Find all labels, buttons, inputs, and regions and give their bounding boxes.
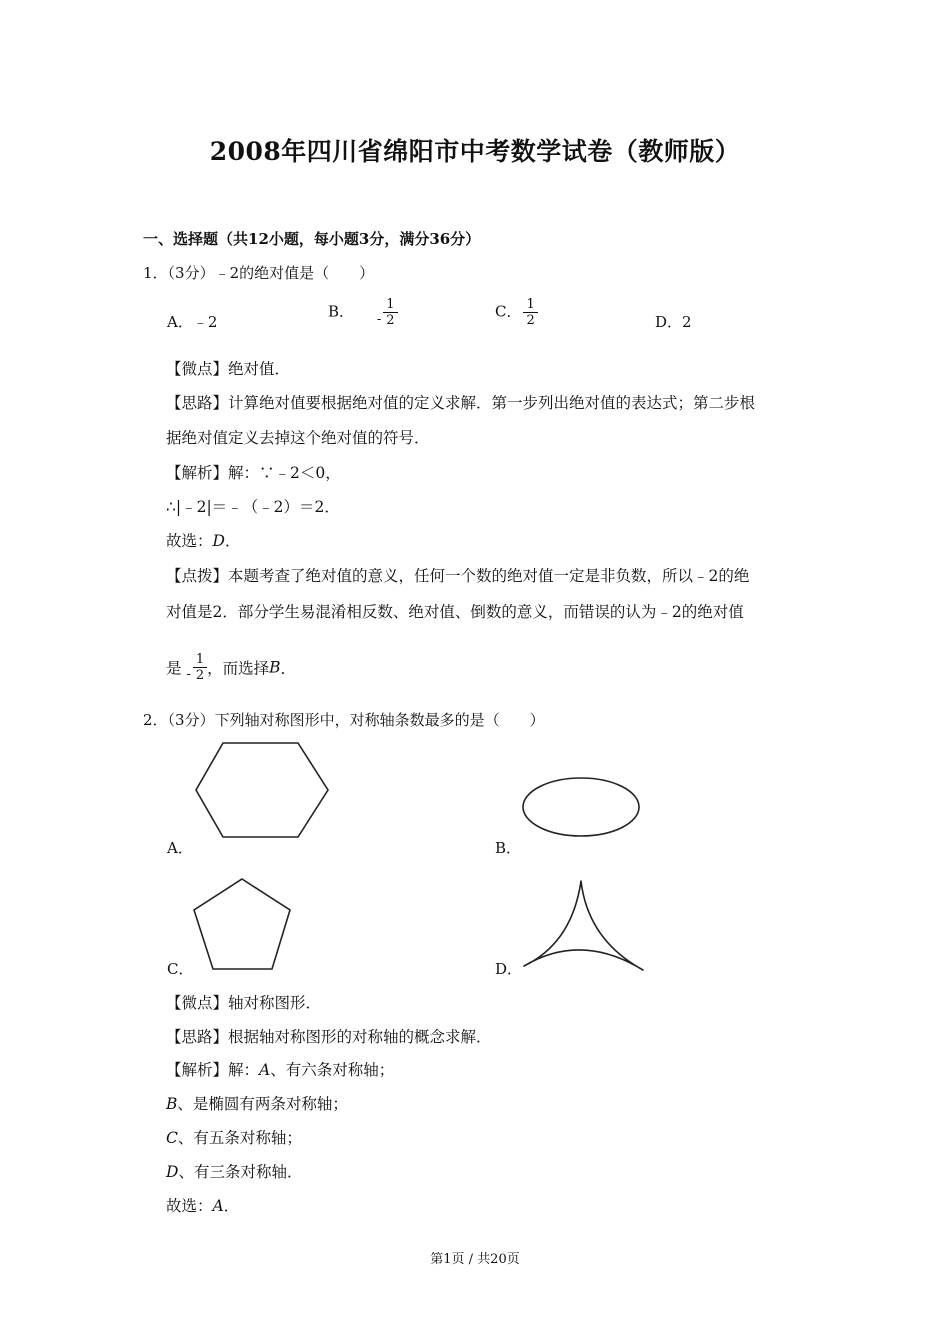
q2-option-b-label: B． (495, 839, 522, 857)
q2-stem: 2．（3分）下列轴对称图形中，对称轴条数最多的是（ ） (143, 711, 545, 729)
q1-jiexi-line2: ∴|﹣2|＝﹣（﹣2）＝2． (166, 498, 340, 516)
curved-triangle-figure (520, 878, 648, 976)
q2-option-a-label: A． (167, 839, 193, 857)
q2-weidian: 【微点】轴对称图形． (166, 994, 322, 1012)
q1-silu-line1: 【思路】计算绝对值要根据绝对值的定义求解．第一步列出绝对值的表达式；第二步根 (166, 394, 756, 412)
q2-option-d-label: D． (495, 960, 523, 978)
q2-line-d: D、有三条对称轴． (166, 1163, 303, 1181)
q1-jiexi-line1: 【解析】解：∵﹣2＜0， (166, 464, 341, 482)
page-title: 2008年四川省绵阳市中考数学试卷（教师版） (209, 137, 741, 166)
q1-dianbo-line2: 对值是2．部分学生易混淆相反数、绝对值、倒数的意义，而错误的认为﹣2的绝对值 (166, 603, 744, 621)
ellipse-figure (520, 775, 645, 840)
q1-dianbo-line1: 【点拨】本题考查了绝对值的意义，任何一个数的绝对值一定是非负数，所以﹣2的绝 (166, 567, 750, 585)
section-heading: 一、选择题（共12小题，每小题3分，满分36分） (143, 230, 481, 248)
q1-option-d: D．2 (655, 313, 692, 331)
q2-answer: 故选：A． (166, 1197, 240, 1215)
q2-silu: 【思路】根据轴对称图形的对称轴的概念求解． (166, 1028, 492, 1046)
q2-line-b: B、是椭圆有两条对称轴； (166, 1095, 348, 1113)
q1-weidian: 【微点】绝对值． (166, 360, 291, 378)
q1-option-c: C． $\frac{1}{2}$ (495, 297, 538, 328)
pentagon-figure (190, 875, 295, 975)
q2-option-c-label: C． (167, 960, 194, 978)
q1-answer: 故选：D． (166, 532, 241, 550)
fraction: $\frac{1}{2}$ (523, 297, 537, 328)
q1-option-a: A．﹣2 (167, 313, 218, 331)
q1-dianbo-line3: 是 - $\frac{1}{2}$ ，而选择B． (166, 652, 297, 683)
hexagon-figure (190, 738, 335, 843)
q1-stem: 1．（3分）﹣2的绝对值是（ ） (143, 264, 375, 282)
fraction: $\frac{1}{2}$ (383, 297, 397, 328)
q2-jiexi: 【解析】解：A、有六条对称轴； (166, 1061, 395, 1079)
q1-silu-line2: 据绝对值定义去掉这个绝对值的符号． (166, 429, 430, 447)
q1-option-b: B． - $\frac{1}{2}$ (328, 297, 398, 328)
q2-line-c: C、有五条对称轴； (166, 1129, 302, 1147)
fraction: $\frac{1}{2}$ (193, 652, 207, 683)
page-footer: 第1页 / 共20页 (430, 1252, 520, 1267)
